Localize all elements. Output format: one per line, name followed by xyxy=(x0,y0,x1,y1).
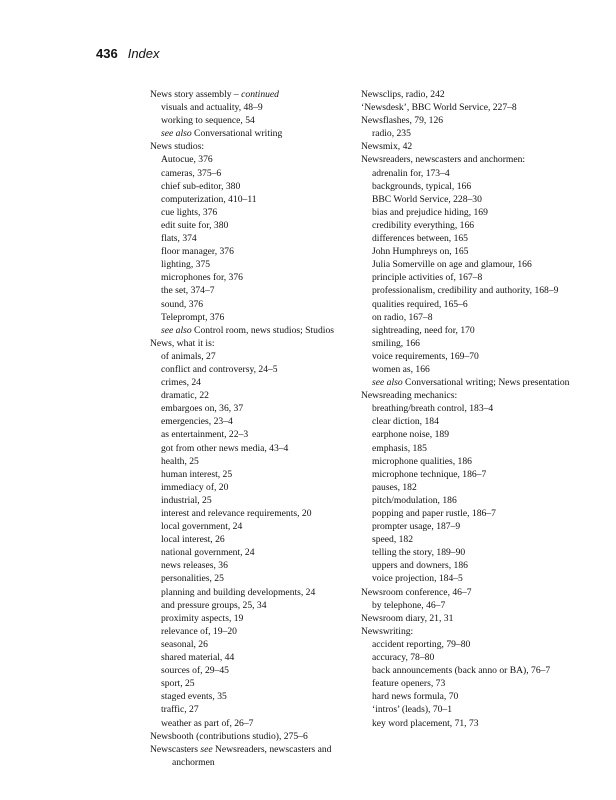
index-subentry xyxy=(361,468,579,481)
entry-text: Newsclips, radio, 242 xyxy=(361,89,445,100)
index-subentry xyxy=(150,717,365,730)
entry-text: dramatic, 22 xyxy=(161,390,209,402)
entry-text: Newsreading mechanics: xyxy=(361,390,458,402)
entry-text: feature openers, 73 xyxy=(372,678,446,690)
entry-text: and pressure groups, 25, 34 xyxy=(161,599,267,611)
entry-text: proximity aspects, 19 xyxy=(161,612,244,624)
index-subentry xyxy=(150,180,365,193)
entry-text: staged events, 35 xyxy=(161,691,227,703)
index-subentry xyxy=(150,245,365,258)
index-column-right xyxy=(361,88,579,730)
index-subentry xyxy=(150,363,365,376)
entry-text: hard news formula, 70 xyxy=(372,691,459,703)
entry-text: ‘Newsdesk’, BBC World Service, 227–8 xyxy=(361,102,517,114)
index-subentry xyxy=(150,455,365,468)
entry-text: immediacy of, 20 xyxy=(161,481,229,493)
index-heading xyxy=(361,101,579,114)
index-subentry xyxy=(150,533,365,546)
index-subentry xyxy=(150,311,365,324)
index-subentry xyxy=(150,481,365,494)
index-subentry xyxy=(150,612,365,625)
index-heading xyxy=(150,140,365,153)
entry-text: got from other news media, 43–4 xyxy=(161,442,289,454)
entry-text: uppers and downers, 186 xyxy=(372,560,468,572)
index-subentry xyxy=(361,232,579,245)
index-heading xyxy=(361,389,579,402)
index-subentry xyxy=(150,219,365,232)
index-subentry xyxy=(361,180,579,193)
entry-text: telling the story, 189–90 xyxy=(372,547,466,559)
index-subentry xyxy=(150,442,365,455)
entry-text: as entertainment, 22–3 xyxy=(161,429,249,441)
index-subentry xyxy=(361,337,579,350)
cross-reference-label: see xyxy=(200,743,213,755)
index-subentry xyxy=(361,442,579,455)
index-subentry xyxy=(361,206,579,219)
index-subentry xyxy=(361,167,579,180)
index-subentry xyxy=(150,664,365,677)
index-subentry xyxy=(150,101,365,114)
index-heading xyxy=(150,743,365,769)
index-subentry xyxy=(150,127,365,140)
index-subentry xyxy=(150,428,365,441)
entry-text: Teleprompt, 376 xyxy=(161,311,225,323)
index-subentry xyxy=(361,455,579,468)
entry-text: emergencies, 23–4 xyxy=(161,416,233,428)
index-subentry xyxy=(361,481,579,494)
index-subentry xyxy=(361,677,579,690)
index-subentry xyxy=(361,311,579,324)
index-subentry xyxy=(361,717,579,730)
entry-text: sport, 25 xyxy=(161,678,195,690)
entry-text: Newsbooth (contributions studio), 275–6 xyxy=(150,730,308,742)
entry-text: News studios: xyxy=(150,141,205,153)
index-subentry xyxy=(150,114,365,127)
entry-text: smiling, 166 xyxy=(372,337,420,349)
index-subentry xyxy=(150,507,365,520)
entry-text: qualities required, 165–6 xyxy=(372,298,468,310)
entry-text: edit suite for, 380 xyxy=(161,219,229,231)
index-subentry xyxy=(361,245,579,258)
entry-text: Newsreaders, newscasters and anchormen xyxy=(172,743,332,768)
index-subentry xyxy=(361,546,579,559)
index-subentry xyxy=(150,193,365,206)
entry-text: industrial, 25 xyxy=(161,494,212,506)
index-subentry xyxy=(150,520,365,533)
entry-text: Newsflashes, 79, 126 xyxy=(361,115,444,127)
entry-text: voice projection, 184–5 xyxy=(372,573,463,585)
index-subentry xyxy=(150,651,365,664)
index-subentry xyxy=(150,376,365,389)
index-subentry xyxy=(150,389,365,402)
entry-text: sightreading, need for, 170 xyxy=(372,324,475,336)
index-subentry xyxy=(150,271,365,284)
index-subentry xyxy=(150,468,365,481)
cross-reference-label: see also xyxy=(372,377,403,389)
entry-text: earphone noise, 189 xyxy=(372,429,449,441)
entry-text: radio, 235 xyxy=(372,128,411,140)
index-heading xyxy=(361,625,579,638)
index-subentry xyxy=(361,415,579,428)
entry-text: differences between, 165 xyxy=(372,233,468,245)
entry-text: sources of, 29–45 xyxy=(161,665,229,677)
index-subentry xyxy=(150,415,365,428)
index-subentry xyxy=(150,167,365,180)
index-subentry xyxy=(150,153,365,166)
index-subentry xyxy=(361,376,579,389)
entry-text: personalities, 25 xyxy=(161,573,224,585)
cross-reference-label: see also xyxy=(161,128,192,140)
entry-text: Newsreaders, newscasters and anchormen: xyxy=(361,154,526,166)
entry-text: speed, 182 xyxy=(372,534,414,546)
entry-text: planning and building developments, 24 xyxy=(161,586,316,598)
entry-text: on radio, 167–8 xyxy=(372,311,433,323)
entry-text: news releases, 36 xyxy=(161,560,228,572)
entry-text: Newswriting: xyxy=(361,625,414,637)
entry-text: backgrounds, typical, 166 xyxy=(372,180,472,192)
entry-text: chief sub-editor, 380 xyxy=(161,180,241,192)
entry-text: pitch/modulation, 186 xyxy=(372,494,457,506)
entry-text: BBC World Service, 228–30 xyxy=(372,193,482,205)
entry-text: prompter usage, 187–9 xyxy=(372,521,461,533)
entry-text: adrenalin for, 173–4 xyxy=(372,167,450,179)
entry-text: interest and relevance requirements, 20 xyxy=(161,508,312,519)
entry-text: Autocue, 376 xyxy=(161,154,213,166)
index-subentry xyxy=(361,703,579,716)
index-subentry xyxy=(150,677,365,690)
index-subentry xyxy=(150,494,365,507)
entry-text: emphasis, 185 xyxy=(372,442,427,454)
entry-text: credibility everything, 166 xyxy=(372,219,475,231)
index-heading xyxy=(361,114,579,127)
entry-text: principle activities of, 167–8 xyxy=(372,272,483,284)
entry-text: shared material, 44 xyxy=(161,652,235,664)
index-subentry xyxy=(361,572,579,585)
entry-text: Control room, news studios; Studios xyxy=(191,324,334,336)
index-subentry xyxy=(361,298,579,311)
index-subentry xyxy=(361,363,579,376)
index-subentry xyxy=(361,193,579,206)
entry-text: traffic, 27 xyxy=(161,704,199,716)
entry-text: key word placement, 71, 73 xyxy=(372,717,479,729)
page-number: 436 xyxy=(96,46,118,61)
entry-text: Newsroom diary, 21, 31 xyxy=(361,612,454,624)
entry-text: health, 25 xyxy=(161,455,199,467)
cross-reference-label: see also xyxy=(161,324,192,336)
entry-text: John Humphreys on, 165 xyxy=(372,246,469,258)
index-subentry xyxy=(150,284,365,297)
index-subentry xyxy=(361,651,579,664)
entry-text: conflict and controversy, 24–5 xyxy=(161,363,278,375)
entry-text: cameras, 375–6 xyxy=(161,167,222,179)
entry-text: popping and paper rustle, 186–7 xyxy=(372,508,496,519)
index-subentry xyxy=(361,533,579,546)
index-subentry xyxy=(361,258,579,271)
index-subentry xyxy=(150,690,365,703)
index-column-left xyxy=(150,88,365,769)
index-subentry xyxy=(361,271,579,284)
index-subentry xyxy=(150,586,365,599)
entry-text: flats, 374 xyxy=(161,233,197,245)
index-subentry xyxy=(150,599,365,612)
entry-text: relevance of, 19–20 xyxy=(161,625,237,637)
entry-text: ‘intros’ (leads), 70–1 xyxy=(372,704,453,716)
entry-text: back announcements (back anno or BA), 76–7 xyxy=(372,665,551,677)
entry-text: local interest, 26 xyxy=(161,534,225,546)
index-subentry xyxy=(150,559,365,572)
index-subentry xyxy=(361,664,579,677)
entry-text: pauses, 182 xyxy=(372,481,417,493)
entry-text: seasonal, 26 xyxy=(161,638,208,650)
entry-text: Julia Somerville on age and glamour, 166 xyxy=(372,259,532,271)
index-heading xyxy=(361,140,579,153)
index-subentry xyxy=(361,559,579,572)
page-title: Index xyxy=(127,46,160,61)
entry-text: News, what it is: xyxy=(150,337,215,349)
entry-text: visuals and actuality, 48–9 xyxy=(161,102,263,114)
index-subentry xyxy=(361,324,579,337)
entry-text: microphone technique, 186–7 xyxy=(372,468,487,480)
entry-text: crimes, 24 xyxy=(161,377,201,389)
index-subentry xyxy=(150,402,365,415)
entry-text: weather as part of, 26–7 xyxy=(161,717,254,729)
index-subentry xyxy=(150,638,365,651)
index-subentry xyxy=(361,127,579,140)
entry-text: the set, 374–7 xyxy=(161,285,215,297)
entry-text: floor manager, 376 xyxy=(161,246,234,258)
index-heading xyxy=(150,337,365,350)
index-heading xyxy=(361,612,579,625)
entry-text: Newsroom conference, 46–7 xyxy=(361,586,472,598)
entry-text: cue lights, 376 xyxy=(161,206,218,218)
index-heading xyxy=(150,88,365,101)
index-subentry xyxy=(361,284,579,297)
index-subentry xyxy=(361,638,579,651)
entry-text: Conversational writing xyxy=(191,128,283,140)
index-subentry xyxy=(361,219,579,232)
index-subentry xyxy=(150,350,365,363)
entry-text: of animals, 27 xyxy=(161,350,216,362)
page-header xyxy=(96,46,160,61)
entry-text: local government, 24 xyxy=(161,521,243,533)
index-subentry xyxy=(361,599,579,612)
entry-text: Newsmix, 42 xyxy=(361,141,413,153)
entry-text: accident reporting, 79–80 xyxy=(372,638,471,650)
index-subentry xyxy=(361,494,579,507)
entry-text: sound, 376 xyxy=(161,298,204,310)
index-subentry xyxy=(361,690,579,703)
entry-text: professionalism, credibility and authority, 168–9 xyxy=(372,285,559,297)
index-subentry xyxy=(361,402,579,415)
index-subentry xyxy=(150,206,365,219)
index-subentry xyxy=(150,572,365,585)
index-subentry xyxy=(150,258,365,271)
entry-text: human interest, 25 xyxy=(161,468,233,480)
entry-text: clear diction, 184 xyxy=(372,416,439,428)
index-heading xyxy=(361,586,579,599)
index-subentry xyxy=(150,703,365,716)
entry-text: women as, 166 xyxy=(372,363,430,375)
entry-text: embargoes on, 36, 37 xyxy=(161,403,244,415)
entry-text: Conversational writing; News presentation xyxy=(402,377,570,389)
entry-text: computerization, 410–11 xyxy=(161,193,257,205)
index-subentry xyxy=(361,428,579,441)
entry-text: microphones for, 376 xyxy=(161,272,243,284)
index-subentry xyxy=(150,232,365,245)
index-subentry xyxy=(361,520,579,533)
entry-text: by telephone, 46–7 xyxy=(372,599,446,611)
entry-text: working to sequence, 54 xyxy=(161,115,255,127)
entry-text: breathing/breath control, 183–4 xyxy=(372,403,494,415)
entry-text: national government, 24 xyxy=(161,547,255,559)
entry-text: lighting, 375 xyxy=(161,259,211,271)
index-subentry xyxy=(150,324,365,337)
index-subentry xyxy=(361,507,579,520)
entry-text: voice requirements, 169–70 xyxy=(372,350,479,362)
index-subentry xyxy=(150,298,365,311)
entry-text: News story assembly – xyxy=(150,89,242,100)
cross-reference-label: continued xyxy=(241,89,279,100)
index-subentry xyxy=(150,625,365,638)
index-heading xyxy=(361,153,579,166)
entry-text: accuracy, 78–80 xyxy=(372,652,435,664)
entry-text: Newscasters xyxy=(150,743,201,755)
index-subentry xyxy=(361,350,579,363)
index-heading xyxy=(361,88,579,101)
entry-text: bias and prejudice hiding, 169 xyxy=(372,206,488,218)
entry-text: microphone qualities, 186 xyxy=(372,455,472,467)
index-heading xyxy=(150,730,365,743)
index-subentry xyxy=(150,546,365,559)
